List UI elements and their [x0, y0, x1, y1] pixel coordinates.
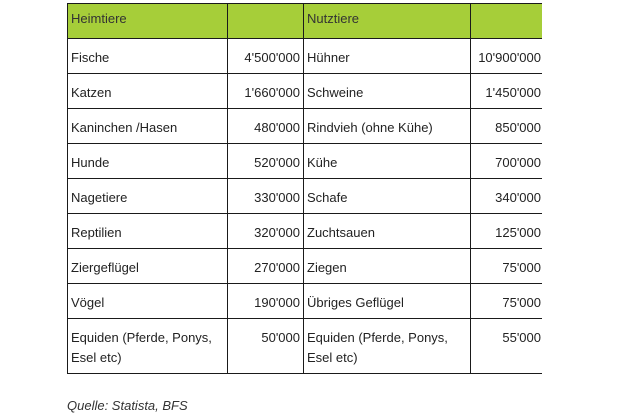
- header-nutztiere: Nutztiere: [304, 4, 471, 39]
- pet-count: 270'000: [228, 249, 304, 284]
- pet-count: 330'000: [228, 179, 304, 214]
- livestock-count: 340'000: [471, 179, 543, 214]
- livestock-count: 10'900'000: [471, 39, 543, 74]
- pet-name: Reptilien: [68, 214, 228, 249]
- pet-name: Hunde: [68, 144, 228, 179]
- livestock-name: Übriges Geflügel: [304, 284, 471, 319]
- pet-count: 190'000: [228, 284, 304, 319]
- livestock-name: Schafe: [304, 179, 471, 214]
- table-row: [68, 284, 543, 319]
- livestock-name: Zuchtsauen: [304, 214, 471, 249]
- table-row: [68, 179, 543, 214]
- pet-count: 480'000: [228, 109, 304, 144]
- pet-count: 520'000: [228, 144, 304, 179]
- livestock-name: Hühner: [304, 39, 471, 74]
- pet-name: Nagetiere: [68, 179, 228, 214]
- table-row: [68, 214, 543, 249]
- table-row: [68, 39, 543, 74]
- header-heimtiere-count: [228, 4, 304, 39]
- header-heimtiere: Heimtiere: [68, 4, 228, 39]
- table-row: [68, 109, 543, 144]
- livestock-name: Schweine: [304, 74, 471, 109]
- pet-count: 1'660'000: [228, 74, 304, 109]
- livestock-count: 55'000: [471, 319, 543, 374]
- livestock-count: 850'000: [471, 109, 543, 144]
- table-row: [68, 144, 543, 179]
- pet-name: Vögel: [68, 284, 228, 319]
- pet-name: Equiden (Pferde, Ponys, Esel etc): [68, 319, 228, 374]
- pet-name: Katzen: [68, 74, 228, 109]
- livestock-name: Ziegen: [304, 249, 471, 284]
- animal-table-container: [67, 3, 542, 381]
- pet-name: Kaninchen /Hasen: [68, 109, 228, 144]
- table-row: [68, 74, 543, 109]
- livestock-count: 75'000: [471, 284, 543, 319]
- livestock-count: 700'000: [471, 144, 543, 179]
- livestock-name: Equiden (Pferde, Ponys, Esel etc): [304, 319, 471, 374]
- pet-count: 320'000: [228, 214, 304, 249]
- header-nutztiere-count: [471, 4, 543, 39]
- livestock-count: 75'000: [471, 249, 543, 284]
- livestock-count: 125'000: [471, 214, 543, 249]
- pet-count: 50'000: [228, 319, 304, 374]
- livestock-name: Kühe: [304, 144, 471, 179]
- livestock-name: Rindvieh (ohne Kühe): [304, 109, 471, 144]
- pet-name: Fische: [68, 39, 228, 74]
- pet-name: Ziergeflügel: [68, 249, 228, 284]
- pet-count: 4'500'000: [228, 39, 304, 74]
- source-caption: Quelle: Statista, BFS: [67, 398, 188, 413]
- table-row: [68, 319, 543, 374]
- table-header-row: [68, 4, 543, 39]
- livestock-count: 1'450'000: [471, 74, 543, 109]
- table-row: [68, 249, 543, 284]
- animal-table: [67, 3, 542, 374]
